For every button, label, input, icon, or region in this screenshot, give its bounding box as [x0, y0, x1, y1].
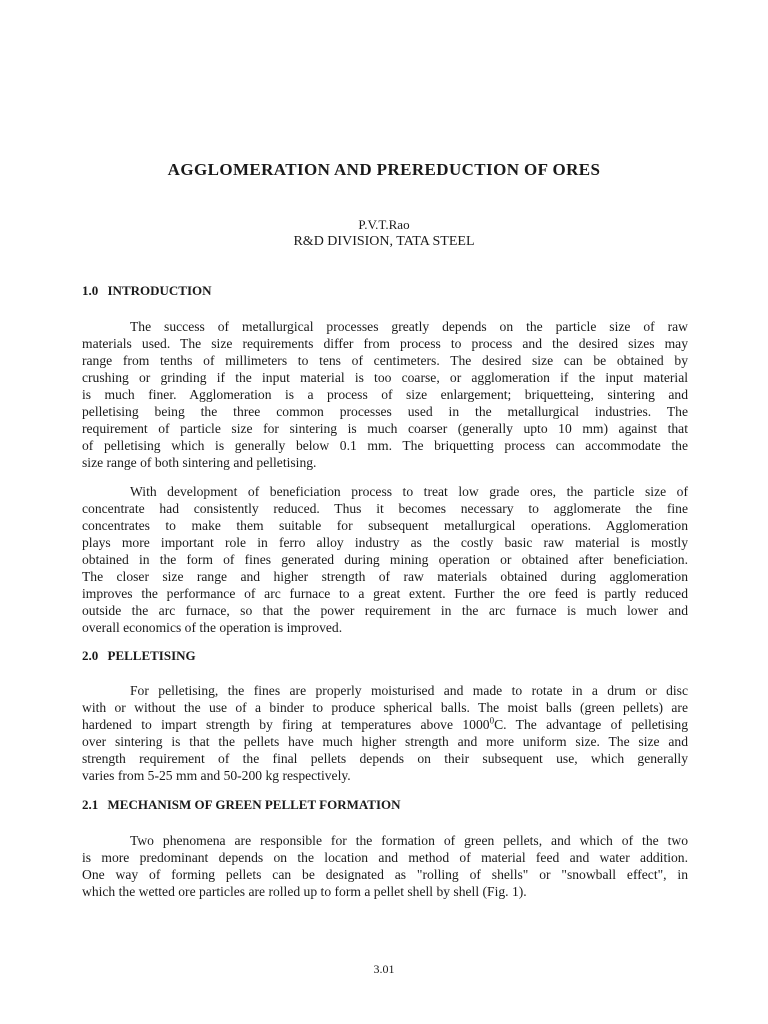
text-line: overall economics of the operation is improved.: [82, 620, 343, 635]
section-heading-pelletising: [82, 648, 196, 664]
text-line: Two phenomena are responsible for the formation of green pellets, and which of the two: [130, 833, 688, 848]
text-line: is much finer. Agglomeration is a process of size enlargement; briquetteing, sintering and: [82, 387, 688, 402]
text-line: With development of beneficiation process to treat low grade ores, the particle size of: [130, 484, 688, 499]
paragraph-mechanism-1: [82, 832, 688, 900]
text-line: requirement of particle size for sintering is much coarser (generally upto 10 mm) against that: [82, 421, 688, 436]
text-line: The closer size range and higher strength of raw materials obtained during agglomeration: [82, 569, 688, 584]
paragraph-pelletising-1: [82, 682, 688, 784]
text-line: materials used. The size requirements differ from process to process and the desired sizes may: [82, 336, 688, 351]
text-line: [82, 716, 688, 733]
text-line: over sintering is that the pellets have much higher strength and more uniform size. The size and: [82, 734, 688, 749]
superscript-degree: 0: [489, 715, 495, 726]
text-line: strength requirement of the final pellets depends on their subsequent use, which generally: [82, 751, 688, 766]
text-line: with or without the use of a binder to produce spherical balls. The moist balls (green pellets) are: [82, 700, 688, 715]
text-line: obtained in the form of fines generated during mining operation or obtained after beneficiation.: [82, 552, 688, 567]
section-heading-mechanism: [82, 797, 401, 813]
section-title: MECHANISM OF GREEN PELLET FORMATION: [107, 797, 401, 812]
section-number: 2.1: [82, 797, 99, 812]
text-line: size range of both sintering and pelletising.: [82, 455, 317, 470]
paragraph-intro-1: [82, 318, 688, 471]
text-line: The success of metallurgical processes greatly depends on the particle size of raw: [130, 319, 688, 334]
text-line: For pelletising, the fines are properly moisturised and made to rotate in a drum or disc: [130, 683, 688, 698]
text-fragment: hardened to impart strength by firing at temperatures above 1000: [82, 717, 490, 732]
section-heading-introduction: [82, 283, 212, 299]
document-title: AGGLOMERATION AND PREREDUCTION OF ORES: [167, 160, 601, 179]
text-line: pelletising being the three common processes used in the metallurgical industries. The: [82, 404, 688, 419]
section-title: INTRODUCTION: [107, 283, 212, 298]
text-line: One way of forming pellets can be designated as "rolling of shells" or "snowball effect", in: [82, 867, 688, 882]
section-number: 1.0: [82, 283, 99, 298]
author-block: [0, 216, 768, 250]
section-number: 2.0: [82, 648, 99, 663]
text-line: crushing or grinding if the input material is too coarse, or agglomeration if the input material: [82, 370, 688, 385]
text-line: of pelletising which is generally below 0.1 mm. The briquetting process can accommodate the: [82, 438, 688, 453]
text-line: concentrates to make them suitable for subsequent metallurgical operations. Agglomeration: [82, 518, 688, 533]
text-line: varies from 5-25 mm and 50-200 kg respectively.: [82, 768, 351, 783]
text-line: outside the arc furnace, so that the power requirement in the arc furnace is much lower and: [82, 603, 688, 618]
page-number: 3.01: [373, 962, 395, 976]
text-line: plays more important role in ferro alloy industry as the costly basic raw material is mostly: [82, 535, 688, 550]
text-line: range from tenths of millimeters to tens of centimeters. The desired size can be obtained by: [82, 353, 688, 368]
text-line: is more predominant depends on the location and method of material feed and water addition.: [82, 850, 688, 865]
author-affiliation: R&D DIVISION, TATA STEEL: [293, 234, 475, 249]
section-title: PELLETISING: [107, 648, 196, 663]
author-name: P.V.T.Rao: [358, 217, 410, 232]
text-fragment: C. The advantage of pelletising: [494, 717, 688, 732]
text-line: improves the performance of arc furnace to a great extent. Further the ore feed is partly reduced: [82, 586, 688, 601]
paragraph-intro-2: [82, 483, 688, 636]
text-line: concentrate had consistently reduced. Thus it becomes necessary to agglomerate the fine: [82, 501, 688, 516]
text-line: which the wetted ore particles are rolled up to form a pellet shell by shell (Fig. 1).: [82, 884, 527, 899]
